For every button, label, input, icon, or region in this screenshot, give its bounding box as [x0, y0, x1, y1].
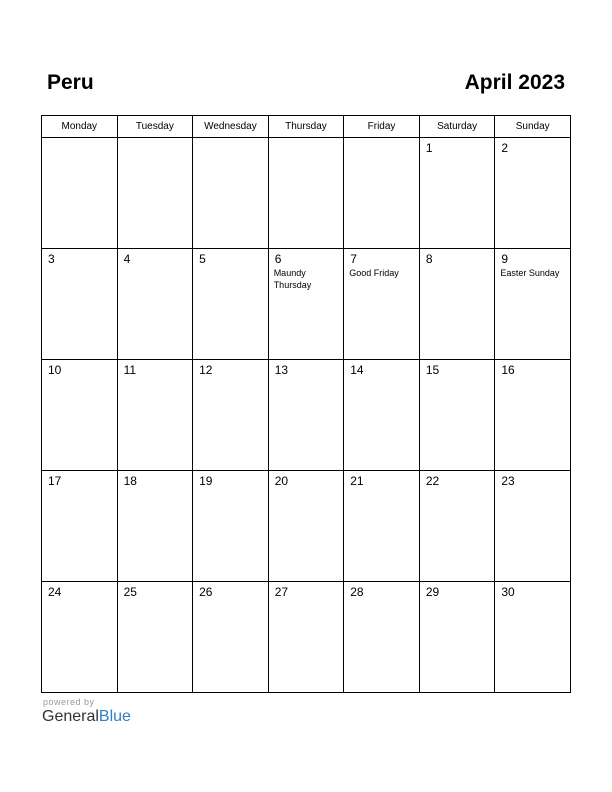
holiday-label — [193, 599, 268, 600]
holiday-label — [42, 599, 117, 600]
day-number: 21 — [350, 474, 364, 488]
day-cell — [495, 138, 571, 249]
day-cell — [268, 471, 344, 582]
holiday-label — [420, 599, 495, 600]
weekday-header: Tuesday — [117, 116, 193, 138]
holiday-label — [42, 488, 117, 489]
day-cell — [193, 360, 269, 471]
day-cell — [268, 360, 344, 471]
holiday-label — [269, 488, 344, 489]
day-number: 15 — [425, 363, 440, 377]
holiday-label — [42, 377, 117, 378]
day-number: 26 — [199, 585, 213, 599]
day-cell — [419, 360, 495, 471]
holiday-label — [495, 155, 570, 156]
day-cell — [344, 360, 420, 471]
day-number: 11 — [123, 363, 137, 377]
holiday-label — [118, 266, 193, 267]
day-cell — [495, 249, 571, 360]
day-number: 16 — [501, 363, 515, 377]
holiday-label — [495, 377, 570, 378]
holiday-label — [193, 141, 268, 142]
day-number: 13 — [274, 363, 289, 377]
day-cell — [117, 249, 193, 360]
day-cell — [344, 249, 420, 360]
day-cell — [42, 471, 118, 582]
holiday-label: Good Friday — [349, 268, 399, 278]
day-cell — [193, 249, 269, 360]
day-number: 27 — [274, 585, 289, 599]
day-cell — [193, 582, 269, 693]
day-number: 28 — [350, 585, 364, 599]
day-cell — [419, 471, 495, 582]
day-cell — [419, 582, 495, 693]
day-number: 3 — [48, 252, 55, 266]
holiday-label — [420, 266, 495, 267]
weekday-header: Wednesday — [193, 116, 269, 138]
day-cell — [495, 582, 571, 693]
holiday-label — [193, 266, 268, 267]
day-cell — [42, 360, 118, 471]
week-row — [42, 360, 571, 471]
holiday-label — [118, 488, 193, 489]
day-cell — [117, 360, 193, 471]
day-cell — [344, 471, 420, 582]
generalblue-logo[interactable] — [42, 708, 131, 726]
week-row — [42, 582, 571, 693]
day-number: 7 — [350, 252, 357, 266]
day-cell — [117, 582, 193, 693]
day-number: 20 — [274, 474, 289, 488]
day-number: 22 — [425, 474, 440, 488]
holiday-label — [118, 141, 193, 142]
weekday-header: Monday — [42, 116, 118, 138]
brand-blue-text: Blue — [98, 708, 131, 725]
day-cell — [344, 138, 420, 249]
holiday-label — [269, 599, 344, 600]
holiday-label — [495, 488, 570, 489]
day-number: 5 — [199, 252, 206, 266]
day-cell — [419, 138, 495, 249]
day-number: 19 — [199, 474, 213, 488]
holiday-label — [193, 488, 268, 489]
day-cell — [344, 582, 420, 693]
holiday-label — [495, 599, 570, 600]
holiday-label — [344, 141, 419, 142]
week-row — [42, 138, 571, 249]
day-number: 2 — [501, 141, 509, 155]
day-cell — [42, 249, 118, 360]
day-number: 4 — [123, 252, 131, 266]
day-cell — [117, 138, 193, 249]
brand-general-text: General — [42, 708, 99, 725]
holiday-label — [42, 266, 117, 267]
powered-by-text: powered by — [43, 697, 95, 707]
day-number: 14 — [350, 363, 364, 377]
day-number: 23 — [501, 474, 515, 488]
day-number: 18 — [123, 474, 137, 488]
day-cell — [419, 249, 495, 360]
holiday-label — [344, 377, 419, 378]
day-number: 6 — [274, 252, 282, 266]
holiday-label — [420, 488, 495, 489]
day-cell — [268, 582, 344, 693]
weekday-header: Friday — [344, 116, 420, 138]
month-year-title: April 2023 — [464, 71, 565, 94]
country-title: Peru — [47, 71, 94, 94]
week-row — [42, 471, 571, 582]
holiday-label — [118, 599, 193, 600]
day-number: 1 — [425, 141, 433, 155]
day-number: 17 — [48, 474, 62, 488]
weekday-header-row — [42, 116, 571, 138]
day-number: 12 — [199, 363, 213, 377]
day-cell — [268, 249, 344, 360]
day-cell — [42, 138, 118, 249]
weekday-header: Thursday — [268, 116, 344, 138]
day-cell — [42, 582, 118, 693]
day-cell — [193, 138, 269, 249]
holiday-label — [344, 488, 419, 489]
day-cell — [268, 138, 344, 249]
day-number: 25 — [123, 585, 137, 599]
day-number: 29 — [425, 585, 440, 599]
week-row — [42, 249, 571, 360]
holiday-label — [420, 155, 495, 156]
holiday-label — [193, 377, 268, 378]
day-number: 24 — [48, 585, 62, 599]
holiday-label — [118, 377, 193, 378]
weekday-header: Sunday — [495, 116, 571, 138]
holiday-label — [269, 377, 344, 378]
weekday-header: Saturday — [419, 116, 495, 138]
day-number: 30 — [501, 585, 515, 599]
day-cell — [117, 471, 193, 582]
holiday-label — [269, 141, 344, 142]
day-number: 10 — [48, 363, 62, 377]
holiday-label — [420, 377, 495, 378]
holiday-label — [42, 141, 117, 142]
day-cell — [495, 471, 571, 582]
day-cell — [495, 360, 571, 471]
holiday-label: Easter Sunday — [500, 268, 560, 278]
holiday-label — [344, 599, 419, 600]
day-cell — [193, 471, 269, 582]
holiday-label: Maundy Thursday — [273, 268, 312, 290]
calendar-grid — [41, 115, 571, 693]
day-number: 9 — [501, 252, 509, 266]
day-number: 8 — [425, 252, 433, 266]
